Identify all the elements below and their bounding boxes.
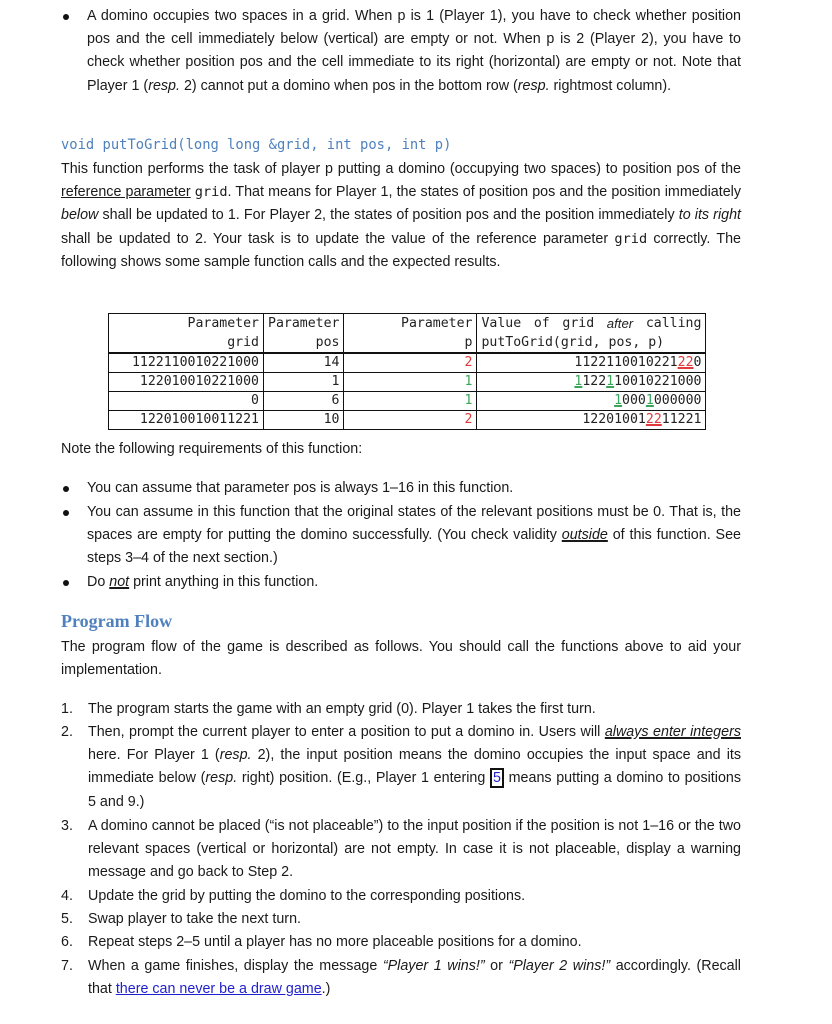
step-item (61, 815, 741, 885)
draw-game-link[interactable]: there can never be a draw game (115, 981, 322, 998)
table-row (109, 373, 706, 392)
intro-bullet (61, 5, 741, 98)
header-p: Parameter p (344, 314, 477, 354)
step-number: 6. (61, 934, 73, 950)
step-number: 1. (61, 701, 73, 717)
header-result: Value of grid after calling putToGrid(grid, pos, p) (477, 314, 706, 354)
step-text: Update the grid by putting the domino to the corresponding positions. (88, 888, 526, 904)
table-header-row (109, 314, 706, 354)
cell-grid: 122010010221000 (109, 373, 264, 392)
step-text: Repeat steps 2–5 until a player has no more placeable positions for a domino. (88, 934, 582, 950)
table-row (109, 353, 706, 373)
program-flow-heading: Program Flow (61, 611, 173, 631)
cell-pos: 10 (264, 411, 344, 430)
table-row (109, 392, 706, 411)
requirement-text: You can assume in this function that the original states of the relevant positions must be 0. That is, the spaces are empty for putting the domino successfully. (You check validity outside of this function. See steps 3–4 of the next section.) (87, 504, 741, 567)
requirement-text: You can assume that parameter pos is always 1–16 in this function. (87, 480, 514, 496)
function-description: This function performs the task of player p putting a domino (occupying two spaces) to position pos of the reference parameter grid. That means for Player 1, the states of position pos and the position immediately below shall be updated to 1. For Player 2, the states of position pos and the position immediately to its right shall be updated to 2. Your task is to update the value of the reference parameter grid correctly. The following shows some sample function calls and the expected results. (61, 161, 742, 270)
cell-p: 1 (344, 373, 477, 392)
example-input-box: 5 (490, 768, 504, 788)
step-number: 7. (61, 958, 73, 974)
step-text: Then, prompt the current player to enter a position to put a domino in. Users will always enter integers here. For Player 1 (resp. 2), the input position means the domino occupies the input space and its immediate below (resp. right) position. (E.g., Player 1 entering 5 means putting a domino to positions 5 and 9.) (88, 724, 741, 810)
cell-result: 1122110010221000 (477, 373, 706, 392)
step-text: The program starts the game with an empty grid (0). Player 1 takes the first turn. (88, 701, 596, 717)
cell-result: 1122110010221220 (477, 353, 706, 373)
step-text: A domino cannot be placed (“is not placeable”) to the input position if the position is not 1–16 or the two relevant spaces (vertical or horizontal) are not empty. In case it is not placeable, display a warning message and go back to Step 2. (88, 818, 741, 881)
header-grid: Parameter grid (109, 314, 264, 354)
requirement-item (61, 477, 741, 500)
table-row (109, 411, 706, 430)
cell-grid: 122010010011221 (109, 411, 264, 430)
sample-calls-table (108, 313, 706, 430)
step-number: 2. (61, 724, 73, 740)
step-item (61, 885, 741, 908)
cell-result: 10001000000 (477, 392, 706, 411)
step-number: 3. (61, 818, 73, 834)
reference-parameter-link[interactable]: reference parameter (61, 184, 191, 201)
cell-pos: 6 (264, 392, 344, 411)
step-item (61, 955, 741, 1001)
cell-p: 1 (344, 392, 477, 411)
step-number: 5. (61, 911, 73, 927)
header-pos: Parameter pos (264, 314, 344, 354)
cell-grid: 1122110010221000 (109, 353, 264, 373)
step-text: Swap player to take the next turn. (88, 911, 301, 927)
step-item (61, 721, 741, 814)
requirement-item (61, 501, 741, 571)
step-text: When a game finishes, display the message “Player 1 wins!” or “Player 2 wins!” accordingly. (Recall that there can never be a draw game.) (88, 958, 741, 998)
cell-result: 122010012211221 (477, 411, 706, 430)
step-item (61, 908, 741, 931)
intro-bullet-text: A domino occupies two spaces in a grid. When p is 1 (Player 1), you have to check whether position pos and the cell immediately below (vertical) are empty or not. When p is 2 (Player 2), you have to check whether position pos and the cell immediate to its right (horizontal) are empty or not. Note that Player 1 (resp. 2) cannot put a domino when pos in the bottom row (resp. rightmost column). (87, 8, 741, 94)
cell-p: 2 (344, 411, 477, 430)
cell-pos: 14 (264, 353, 344, 373)
cell-grid: 0 (109, 392, 264, 411)
program-flow-intro: The program flow of the game is described as follows. You should call the functions above to aid your implementation. (61, 639, 741, 679)
cell-pos: 1 (264, 373, 344, 392)
requirement-text: Do not print anything in this function. (87, 574, 319, 590)
note-heading: Note the following requirements of this function: (61, 441, 363, 457)
step-number: 4. (61, 888, 73, 904)
cell-p: 2 (344, 353, 477, 373)
step-item (61, 698, 741, 721)
step-item (61, 931, 741, 954)
requirement-item (61, 571, 741, 594)
function-signature: void putToGrid(long long &grid, int pos, int p) (61, 137, 452, 153)
